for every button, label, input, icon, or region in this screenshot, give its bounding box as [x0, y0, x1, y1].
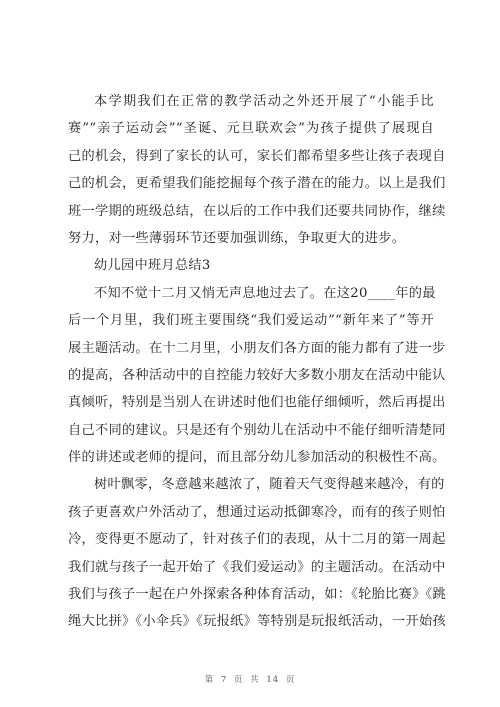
paragraph-line: 我们与孩子一起在户外探索各种体育活动，如：《轮胎比赛》《跳	[68, 587, 446, 603]
paragraph-line: 己的机会，得到了家长的认可，家长们都希望多些让孩子表现自	[68, 148, 446, 164]
paragraph-line: 自己不同的建议。只是还有个别幼儿在活动中不能仔细听清楚同	[68, 422, 446, 438]
paragraph-line: 不知不觉十二月又悄无声息地过去了。在这20____年的最	[94, 285, 436, 301]
section-heading: 幼儿园中班月总结3	[94, 258, 211, 274]
document-body	[68, 88, 446, 636]
paragraph-line: 的提高，各种活动中的自控能力较好大多数小朋友在活动中能认	[68, 367, 446, 383]
paragraph-line: 努力，对一些薄弱环节还要加强训练，争取更大的进步。	[68, 230, 406, 246]
paragraph-line: 赛”“亲子运动会”“圣诞、元旦联欢会”为孩子提供了展现自	[68, 121, 434, 137]
paragraph-line: 班一学期的班级总结，在以后的工作中我们还要共同协作，继续	[68, 203, 446, 219]
page-number-footer: 第 7 页 共 14 页	[204, 675, 296, 685]
paragraph-3	[68, 471, 446, 635]
paragraph-line: 冷，变得更不愿动了，针对孩子们的表现，从十二月的第一周起	[68, 532, 446, 548]
paragraph-line: 己的机会，更希望我们能挖掘每个孩子潜在的能力。以上是我们	[68, 176, 446, 192]
paragraph-line: 真倾听，特别是当别人在讲述时他们也能仔细倾听，然后再提出	[68, 395, 446, 411]
paragraph-line: 绳大比拼》《小伞兵》《玩报纸》等特别是玩报纸活动，一开始孩	[68, 614, 446, 630]
paragraph-line: 展主题活动。在十二月里，小朋友们各方面的能力都有了进一步	[68, 340, 446, 356]
paragraph-line: 我们就与孩子一起开始了《我们爱运动》的主题活动。在活动中	[68, 559, 446, 575]
paragraph-line: 孩子更喜欢户外活动了，想通过运动抵御寒冷，而有的孩子则怕	[68, 504, 446, 520]
paragraph-line: 伴的讲述或老师的提问，而且部分幼儿参加活动的积极性不高。	[68, 450, 446, 466]
paragraph-1	[68, 88, 446, 252]
paragraph-line: 树叶飘零，冬意越来越浓了，随着天气变得越来越冷，有的	[94, 477, 445, 493]
paragraph-2	[68, 280, 446, 472]
paragraph-line: 后一个月里，我们班主要围绕“我们爱运动”“新年来了”等开	[68, 313, 434, 329]
paragraph-line: 本学期我们在正常的教学活动之外还开展了“小能手比	[94, 94, 434, 109]
